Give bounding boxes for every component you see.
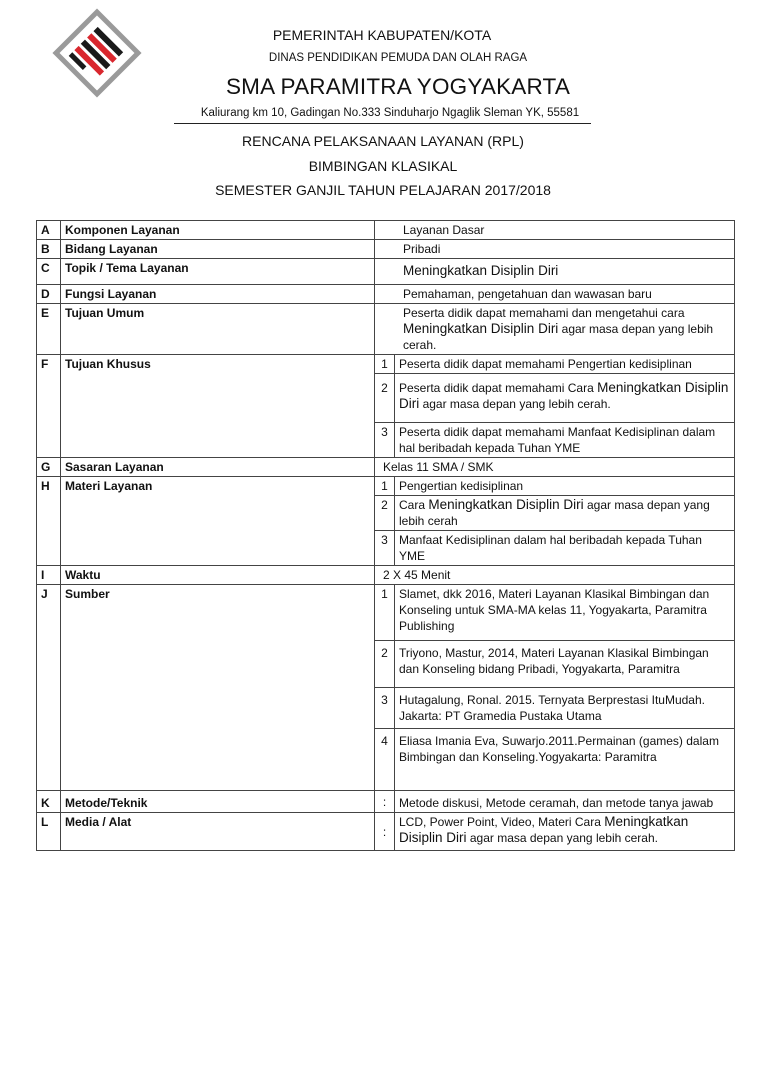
row-label: Tujuan Umum	[61, 304, 375, 355]
table-row	[37, 221, 735, 240]
document-semester: SEMESTER GANJIL TAHUN PELAJARAN 2017/2018	[215, 182, 551, 198]
table-row	[37, 585, 735, 641]
row-code: L	[37, 813, 61, 851]
item-number: 1	[375, 477, 395, 496]
row-label: Waktu	[61, 566, 375, 585]
item-text: Peserta didik dapat memahami Pengertian kedisiplinan	[395, 355, 735, 374]
row-value: Layanan Dasar	[375, 221, 735, 240]
item-text: Triyono, Mastur, 2014, Materi Layanan Klasikal Bimbingan dan Konseling bidang Pribadi, Yogyakarta, Paramitra	[395, 641, 735, 688]
row-code: K	[37, 791, 61, 813]
item-text: Peserta didik dapat memahami Manfaat Kedisiplinan dalam hal beribadah kepada Tuhan YME	[395, 423, 735, 458]
item-text: Slamet, dkk 2016, Materi Layanan Klasikal Bimbingan dan Konseling untuk SMA-MA kelas 11, Yogyakarta, Paramitra Publishing	[395, 585, 735, 641]
document-subtitle: BIMBINGAN KLASIKAL	[308, 158, 458, 174]
row-value: 2 X 45 Menit	[375, 566, 735, 585]
row-label: Fungsi Layanan	[61, 285, 375, 304]
item-text: Pengertian kedisiplinan	[395, 477, 735, 496]
row-label: Bidang Layanan	[61, 240, 375, 259]
row-value: Metode diskusi, Metode ceramah, dan metode tanya jawab	[395, 791, 735, 813]
school-name: SMA PARAMITRA YOGYAKARTA	[225, 74, 571, 99]
item-text: Peserta didik dapat memahami Cara Meningkatkan Disiplin Diri agar masa depan yang lebih cerah.	[395, 374, 735, 423]
row-label: Topik / Tema Layanan	[61, 259, 375, 285]
table-row	[37, 355, 735, 374]
row-label: Sumber	[61, 585, 375, 791]
row-value: Meningkatkan Disiplin Diri	[375, 259, 735, 285]
row-separator: :	[375, 813, 395, 851]
table-row	[37, 566, 735, 585]
item-number: 2	[375, 496, 395, 531]
row-code: D	[37, 285, 61, 304]
table-row	[37, 285, 735, 304]
school-address: Kaliurang km 10, Gadingan No.333 Sinduharjo Ngaglik Sleman YK, 55581	[200, 107, 580, 119]
item-number: 2	[375, 641, 395, 688]
item-number: 3	[375, 688, 395, 729]
row-label: Media / Alat	[61, 813, 375, 851]
header-divider	[174, 123, 591, 124]
row-separator: :	[375, 791, 395, 813]
item-number: 3	[375, 423, 395, 458]
row-code: B	[37, 240, 61, 259]
row-code: J	[37, 585, 61, 791]
item-number: 1	[375, 355, 395, 374]
document-title: RENCANA PELAKSANAAN LAYANAN (RPL)	[242, 133, 524, 149]
table-row	[37, 304, 735, 355]
row-value: Pemahaman, pengetahuan dan wawasan baru	[375, 285, 735, 304]
item-number: 2	[375, 374, 395, 423]
item-text: Manfaat Kedisiplinan dalam hal beribadah kepada Tuhan YME	[395, 531, 735, 566]
row-label: Materi Layanan	[61, 477, 375, 566]
row-label: Komponen Layanan	[61, 221, 375, 240]
row-label: Tujuan Khusus	[61, 355, 375, 458]
row-code: G	[37, 458, 61, 477]
table-row	[37, 813, 735, 851]
row-code: A	[37, 221, 61, 240]
row-code: H	[37, 477, 61, 566]
rpl-table	[36, 220, 735, 851]
item-text: Hutagalung, Ronal. 2015. Ternyata Berprestasi ItuMudah. Jakarta: PT Gramedia Pustaka Utama	[395, 688, 735, 729]
row-value: Kelas 11 SMA / SMK	[375, 458, 735, 477]
item-number: 3	[375, 531, 395, 566]
department-name: DINAS PENDIDIKAN PEMUDA DAN OLAH RAGA	[268, 52, 528, 64]
row-value: Pribadi	[375, 240, 735, 259]
item-number: 1	[375, 585, 395, 641]
item-text: Eliasa Imania Eva, Suwarjo.2011.Permainan (games) dalam Bimbingan dan Konseling.Yogyakarta: Paramitra	[395, 729, 735, 791]
row-code: F	[37, 355, 61, 458]
table-row	[37, 477, 735, 496]
row-label: Metode/Teknik	[61, 791, 375, 813]
item-number: 4	[375, 729, 395, 791]
row-code: I	[37, 566, 61, 585]
row-value: LCD, Power Point, Video, Materi Cara Meningkatkan Disiplin Diri agar masa depan yang lebih cerah.	[395, 813, 735, 851]
row-code: E	[37, 304, 61, 355]
row-label: Sasaran Layanan	[61, 458, 375, 477]
row-value: Peserta didik dapat memahami dan mengetahui cara Meningkatkan Disiplin Diri agar masa depan yang lebih cerah.	[375, 304, 735, 355]
item-text: Cara Meningkatkan Disiplin Diri agar masa depan yang lebih cerah	[395, 496, 735, 531]
table-row	[37, 240, 735, 259]
row-code: C	[37, 259, 61, 285]
table-row	[37, 458, 735, 477]
government-name: PEMERINTAH KABUPATEN/KOTA	[272, 27, 492, 43]
table-row	[37, 791, 735, 813]
table-row	[37, 259, 735, 285]
